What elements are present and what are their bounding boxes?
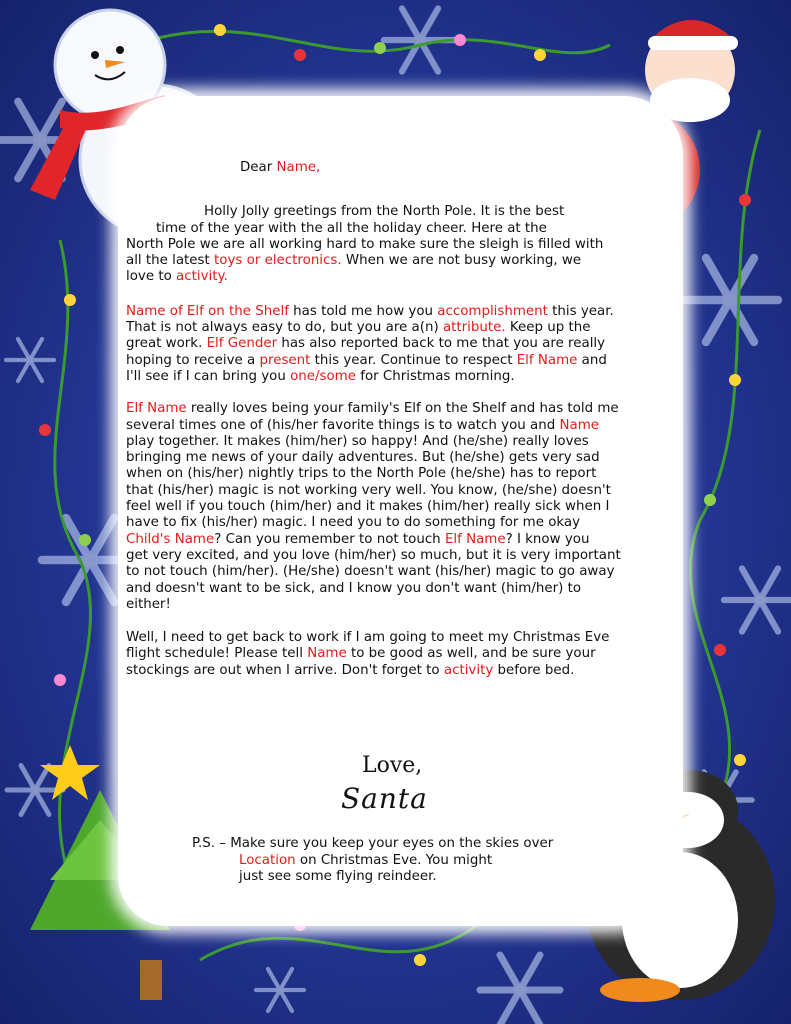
paragraph-elf-report: Name of Elf on the Shelf has told me how you accomplishment this year. That is not always easy to do, but you are a(n) attribute. Keep up the great work. Elf Gender has also reported back to me that you are really hoping to receive a present this year. Continue to respect Elf Name and I'll see if I can bring you one/some for Christmas morning. xyxy=(126,303,614,384)
letter-body xyxy=(126,160,686,679)
signature-santa: Santa xyxy=(341,782,428,815)
snowflake-icon xyxy=(682,258,778,342)
paragraph-closing: Well, I need to get back to work if I am going to meet my Christmas Eve flight schedule! Please tell Name to be good as well, and be sure your stockings are out when I arrive. Don't forget to activity before bed. xyxy=(126,630,610,678)
snowflake-icon xyxy=(6,339,54,381)
paragraph-greeting: Holly Jolly greetings from the North Pole. It is the best time of the year with the all the holiday cheer. Here at the North Pole we are all working hard to make sure the sleigh is filled with all the latest toys or electronics. When we are not busy working, we love to activity. xyxy=(126,204,604,285)
snowflake-icon xyxy=(724,569,791,632)
closing-love: Love, xyxy=(362,753,423,778)
postscript: P.S. – Make sure you keep your eyes on the skies over Location on Christmas Eve. You might just see some flying reindeer. xyxy=(192,836,554,884)
paragraph-elf-magic: Elf Name really loves being your family's Elf on the Shelf and has told me several times one of (his/her favorite things is to watch you and Name play together. It makes (him/her) so happy! And (he/she) really loves bringing me news of your daily adventures. But (he/she) gets very sad when on (his/her) nightly trips to the North Pole (he/she) has to report that (his/her) magic is not working very well. You know, (he/she) doesn't feel well if you touch (him/her) and it makes (him/her) really sick when I have to fix (his/her) magic. I need you to do something for me okay Child's Name? Can you remember to not touch Elf Name? I know you get very excited, and you love (him/her) so much, but it is very important to not touch (him/her). (He/she) doesn't want (his/her) magic to go away and doesn't want to be sick, and I know you don't want (him/her) to either! xyxy=(126,401,621,612)
snowflake-icon xyxy=(480,955,560,1024)
snowflake-icon xyxy=(256,969,304,1011)
salutation: Dear Name, xyxy=(240,160,321,175)
